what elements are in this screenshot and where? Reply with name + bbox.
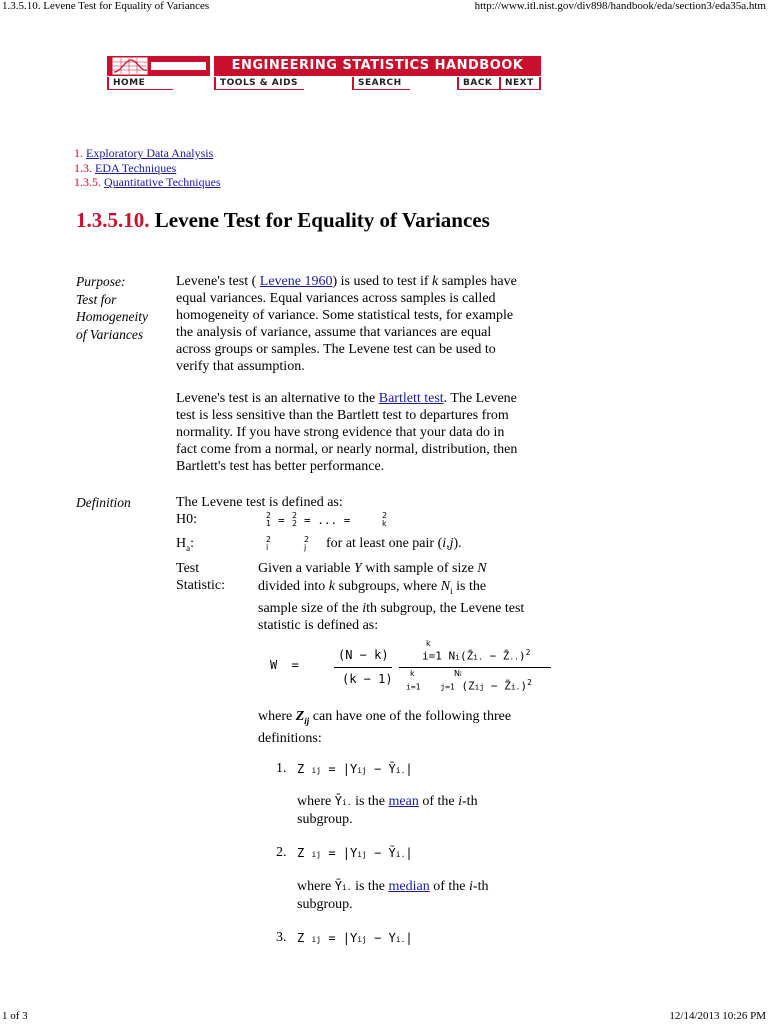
bartlett-test-link[interactable]: Bartlett test <box>378 391 444 406</box>
definition-label: Definition <box>76 495 131 510</box>
h0-label: H0: <box>176 512 197 527</box>
search-button[interactable]: SEARCH <box>352 77 410 90</box>
text: ) is used to test if <box>332 274 433 289</box>
crumb-num: 1. <box>74 146 83 160</box>
sub-i: i <box>450 585 453 596</box>
print-footer-page: 1 of 3 <box>2 1010 28 1022</box>
crumb-techniques-link[interactable]: EDA Techniques <box>95 160 177 175</box>
test-statistic-text <box>258 560 558 635</box>
text-line: subgroup. <box>297 897 353 912</box>
sub-ij: ij <box>304 715 310 726</box>
print-footer-date: 12/14/2013 10:26 PM <box>669 1010 766 1022</box>
text: is the <box>355 879 389 894</box>
section-number: 1.3.5.10. <box>76 208 150 232</box>
median-link[interactable]: median <box>388 879 430 894</box>
ha-sub: a <box>186 542 191 553</box>
print-header-title: 1.3.5.10. Levene Test for Equality of Variances <box>2 0 210 12</box>
text-line: Bartlett's test has better performance. <box>176 459 385 474</box>
denominator: i=1 j=1 (Zij − Z̄i.)$^2$ <box>406 678 532 693</box>
numerator: i=1 Ni(Z̄i. − Z̄..)$^2$ <box>422 648 531 663</box>
text: . The Levene <box>443 391 517 406</box>
text-line: across groups or samples. The Levene test can be used to <box>176 342 496 357</box>
text: of the <box>429 879 470 894</box>
text: of the <box>418 794 459 809</box>
n-minus-k: (N − k) <box>338 648 389 662</box>
eq-dots: = ... = <box>304 514 351 527</box>
levene-1960-link[interactable]: Levene 1960 <box>259 274 333 289</box>
text: where <box>258 709 296 724</box>
w-symbol: W = <box>270 658 299 672</box>
definition-intro: The Levene test is defined as: <box>176 495 343 510</box>
var-i: i <box>469 879 473 894</box>
var-N: N <box>477 561 487 576</box>
zij-abs-trimmed-formula: Z ij = |Yij − Yi.| <box>297 931 413 945</box>
sigmaj-sq: 2 j <box>304 535 310 552</box>
back-button[interactable]: BACK <box>457 77 499 90</box>
ha-text: for at least one pair (i,j). <box>326 536 462 551</box>
test-statistic-label <box>176 560 225 594</box>
text: sample size of the <box>258 600 363 616</box>
levene-w-formula <box>266 640 556 696</box>
sum-lower-ni: Ni <box>454 669 462 678</box>
tools-aids-button[interactable]: TOOLS & AIDS <box>214 77 304 90</box>
sigma1-sq: 2 1 <box>266 511 272 528</box>
crumb-eda-link[interactable]: Exploratory Data Analysis <box>86 146 214 160</box>
text: is the <box>355 794 389 809</box>
eq-sign: = <box>278 514 285 527</box>
home-button[interactable]: HOME <box>107 77 173 90</box>
text-line: statistic is defined as: <box>258 618 379 634</box>
purpose-paragraph-2 <box>176 390 560 475</box>
var-i: i <box>362 600 367 616</box>
text-line: subgroup. <box>297 812 353 827</box>
mean-link[interactable]: mean <box>388 794 419 809</box>
list-item-number: 3. <box>276 930 287 945</box>
text-line: definitions: <box>258 730 322 746</box>
zij-abs-mean-formula: Z ij = |Yij − Ȳi.| <box>297 762 413 776</box>
text: ). <box>453 536 462 551</box>
h0-formula <box>266 512 406 528</box>
text: subgroups, where <box>335 578 441 594</box>
purpose-label-l4: of Variances <box>76 326 144 342</box>
text: -th <box>462 794 478 809</box>
purpose-label-l3: Homogeneity <box>76 309 148 324</box>
crumb-quantitative-link[interactable]: Quantitative Techniques <box>104 175 221 189</box>
sigmai-sq: 2 i <box>266 535 272 552</box>
text: for at least one pair ( <box>326 536 443 551</box>
section-title: Levene Test for Equality of Variances <box>154 208 490 232</box>
sigmak-sq: 2 k <box>382 511 388 528</box>
logo-graph-icon <box>107 56 210 76</box>
purpose-label <box>76 273 148 343</box>
var-j: j <box>449 536 454 551</box>
ha-formula <box>266 536 526 554</box>
sigma2-sq: 2 2 <box>292 511 298 528</box>
nist-logo[interactable] <box>107 56 210 76</box>
zij-text <box>258 708 511 748</box>
ybar-symbol: Ȳi. <box>334 794 352 808</box>
text: samples have <box>438 274 517 289</box>
fraction-bar-2 <box>399 667 551 668</box>
handbook-banner <box>107 56 541 92</box>
text: can have one of the following three <box>309 709 512 724</box>
text: Given a variable <box>258 561 355 576</box>
text: Levene's test ( <box>176 274 260 289</box>
var-i: i <box>442 536 447 551</box>
page-title <box>76 208 490 233</box>
var-Ni: N <box>440 578 451 594</box>
nav-bar <box>107 77 541 91</box>
var-k: k <box>328 578 335 594</box>
sum-lower-k: k <box>410 669 415 678</box>
text-line: verify that assumption. <box>176 359 305 374</box>
text-line: test is less sensitive than the Bartlett test to departures from <box>176 408 509 423</box>
list-item-number: 2. <box>276 845 287 860</box>
var-k: k <box>432 274 439 289</box>
text-line: the analysis of variance, assume that variances are equal <box>176 325 492 340</box>
ytilde-symbol: Ỹi. <box>334 879 352 893</box>
var-Z: Z <box>295 709 305 724</box>
fraction-bar-1 <box>334 667 392 668</box>
crumb-num: 1.3.5. <box>74 175 101 189</box>
var-i: i <box>458 794 463 809</box>
var-Y: Y <box>354 561 362 576</box>
text: with sample of size <box>361 561 478 576</box>
list-item-number: 1. <box>276 761 287 776</box>
k-minus-1: (k − 1) <box>342 672 393 686</box>
item1-desc: where Ȳi. is the mean of the i-th subgroup. <box>297 794 478 827</box>
text: is the <box>452 578 487 594</box>
purpose-paragraph-1 <box>176 273 560 375</box>
purpose-label-l2: Test for <box>76 291 117 307</box>
text: divided into <box>258 578 329 594</box>
purpose-label-l1: Purpose: <box>76 274 126 289</box>
next-button[interactable]: NEXT <box>499 77 541 90</box>
text-line: homogeneity of variance. Some statistical tests, for example <box>176 308 514 323</box>
print-header-url: http://www.itl.nist.gov/div898/handbook/eda/section3/eda35a.htm <box>474 0 766 12</box>
handbook-title: ENGINEERING STATISTICS HANDBOOK <box>214 56 541 76</box>
sum-upper-k: k <box>426 639 431 648</box>
text: Levene's test is an alternative to the <box>176 391 379 406</box>
text-line: Statistic: <box>176 578 225 593</box>
crumb-num: 1.3. <box>74 160 92 175</box>
text-line: normality. If you have strong evidence that your data do in <box>176 425 505 440</box>
ha-label: $H_a$: <box>176 536 195 553</box>
text: -th <box>472 879 489 894</box>
item2-desc: where Ỹi. is the median of the i-th subgroup. <box>297 879 489 912</box>
text-line: fact come from a normal, or nearly normal, distribution, then <box>176 442 518 457</box>
text: th subgroup, the Levene test <box>366 600 525 616</box>
text-line: equal variances. Equal variances across samples is called <box>176 291 496 306</box>
zij-abs-median-formula: Z ij = |Yij − Ỹi.| <box>297 846 413 860</box>
text-line: Test <box>176 561 200 576</box>
breadcrumb <box>74 146 221 190</box>
